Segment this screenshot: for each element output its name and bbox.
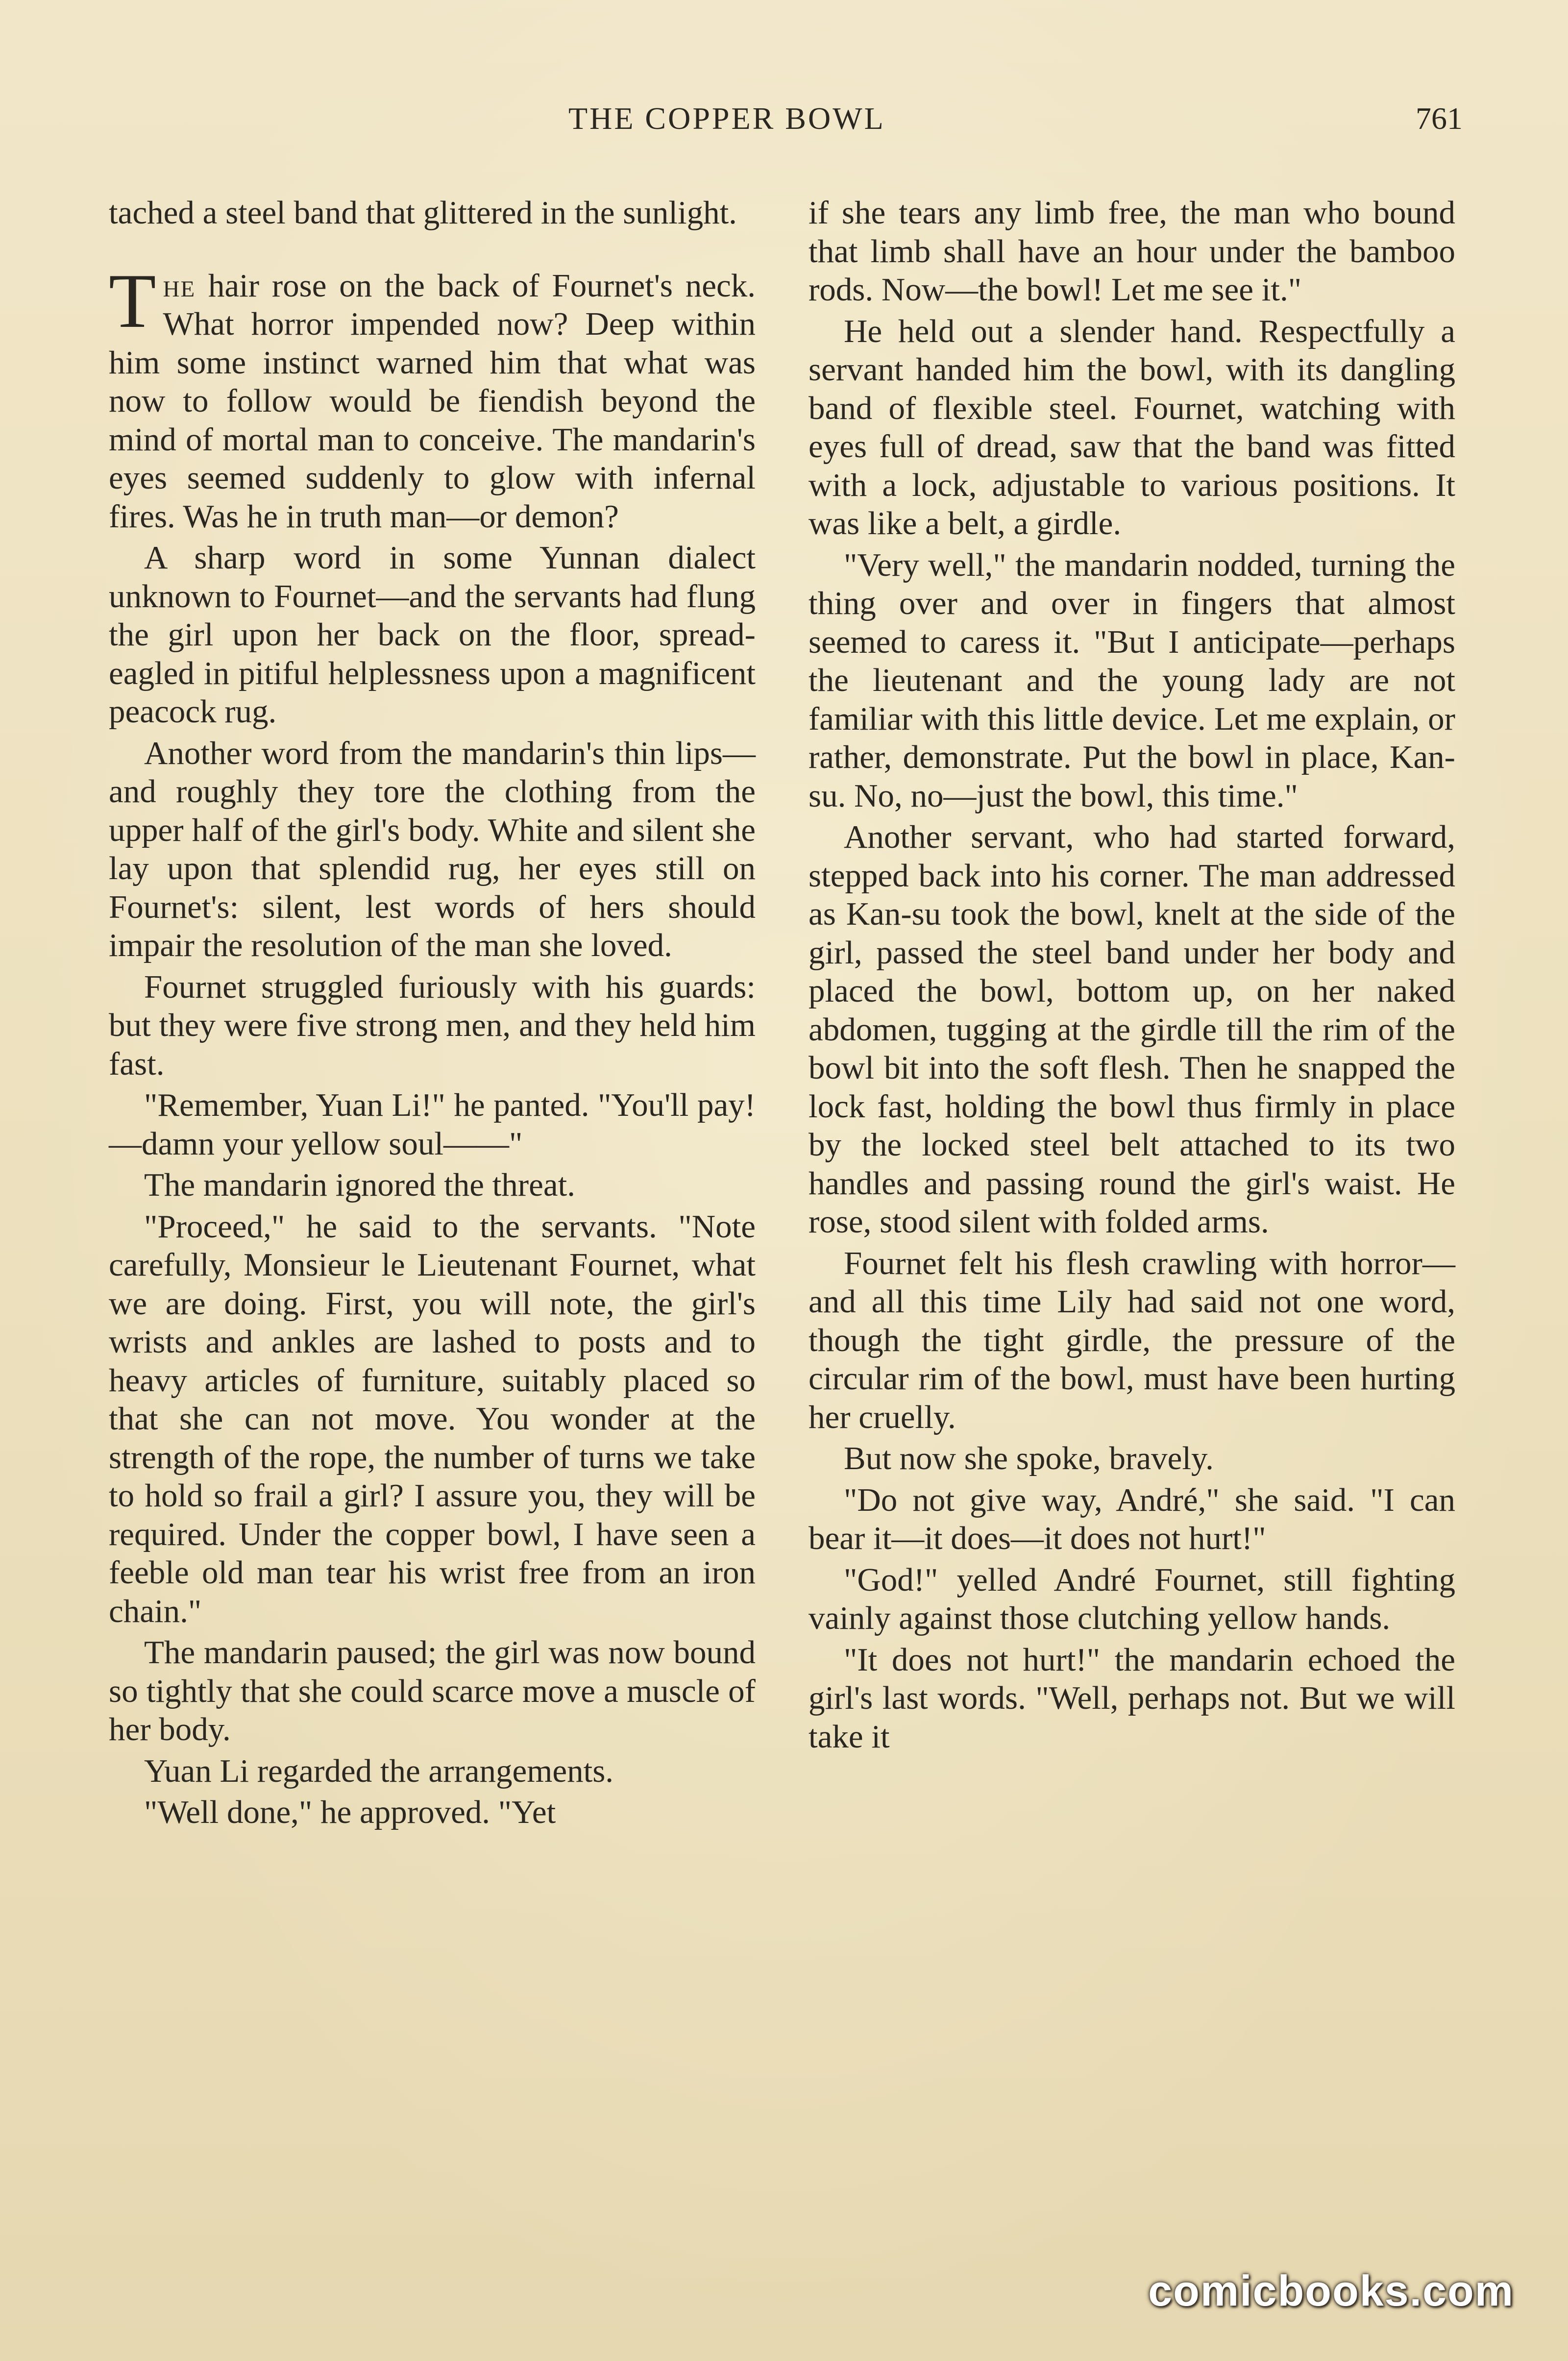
page-number: 761 <box>1416 101 1463 136</box>
paragraph: "Remember, Yuan Li!" he panted. "You'll pay!—damn your yellow soul——" <box>109 1087 756 1162</box>
paragraph: The mandarin ignored the threat. <box>144 1167 575 1203</box>
left-column <box>109 194 756 1835</box>
paragraph: He held out a slender hand. Respectfully a servant handed him the bowl, with its dangling band of flexible steel. Fournet, watching with eyes full of dread, saw that the band was fitted with a lock, adjustable to various positions. It was like a belt, a girdle. <box>808 313 1455 541</box>
paragraph-dropcap <box>109 258 756 536</box>
paragraph: "Well done," he approved. "Yet <box>144 1794 556 1830</box>
paragraph: "God!" yelled André Fournet, still fighting vainly against those clutching yellow hands. <box>808 1561 1455 1636</box>
paragraph-text: hair rose on the back of Fournet's neck. What horror impended now? Deep within him some instinct warned him that what was now to follow would be fiendish beyond the mind of mortal man to conceive. The mandarin's eyes seemed suddenly to glow with infernal fires. Was he in truth man—or demon? <box>109 267 756 535</box>
paragraph: "Do not give way, André," she said. "I can bear it—it does—it does not hurt!" <box>808 1481 1455 1556</box>
watermark: comicbooks.com <box>1148 2266 1514 2315</box>
paragraph: "It does not hurt!" the mandarin echoed the girl's last words. "Well, perhaps not. But we will take it <box>808 1641 1455 1755</box>
paragraph: But now she spoke, bravely. <box>844 1440 1214 1476</box>
paragraph: A sharp word in some Yunnan dialect unknown to Fournet—and the servants had flung the girl upon her back on the floor, spread-eagled in pitiful helplessness upon a magnificent peacock rug. <box>109 540 756 730</box>
paragraph: "Very well," the mandarin nodded, turning the thing over and over in fingers that almost seemed to caress it. "But I anticipate—perhaps the lieutenant and the young lady are not familiar with this little device. Let me explain, or rather, demonstrate. Put the bowl in place, Kan-su. No, no—just the bowl, this time." <box>808 546 1455 814</box>
paragraph: Fournet felt his flesh crawling with horror—and all this time Lily had said not one word, though the tight girdle, the pressure of the circular rim of the bowl, must have been hurting her cruelly. <box>808 1245 1455 1435</box>
right-column <box>808 194 1455 1759</box>
small-caps-lead: he <box>163 267 196 304</box>
paragraph: Fournet struggled furiously with his guards: but they were five strong men, and they held him fast. <box>109 968 756 1082</box>
running-title: THE COPPER BOWL <box>568 101 885 136</box>
drop-cap-letter: T <box>109 258 156 344</box>
paragraph: tached a steel band that glittered in the sunlight. <box>109 195 737 231</box>
paragraph: Another word from the mandarin's thin lips—and roughly they tore the clothing from the upper half of the girl's body. White and silent she lay upon that splendid rug, her eyes still on Fournet's: silent, lest words of hers should impair the resolution of the man she loved. <box>109 735 756 963</box>
paragraph: Another servant, who had started forward, stepped back into his corner. The man addressed as Kan-su took the bowl, knelt at the side of the girl, passed the steel band under her body and placed the bowl, bottom up, on her naked abdomen, tugging at the girdle till the rim of the bowl bit into the soft flesh. Then he snapped the lock fast, holding the bowl thus firmly in place by the locked steel belt attached to its two handles and passing round the girl's waist. He rose, stood silent with folded arms. <box>808 819 1455 1240</box>
paragraph: if she tears any limb free, the man who bound that limb shall have an hour under the bamboo rods. Now—the bowl! Let me see it." <box>808 195 1455 308</box>
paragraph: Yuan Li regarded the arrangements. <box>144 1752 614 1789</box>
paragraph: The mandarin paused; the girl was now bound so tightly that she could scarce move a muscle of her body. <box>109 1634 756 1747</box>
paragraph: "Proceed," he said to the servants. "Note carefully, Monsieur le Lieutenant Fournet, what we are doing. First, you will note, the girl's wrists and ankles are lashed to posts and to heavy articles of furniture, suitably placed so that she can not move. You wonder at the strength of the rope, the number of turns we take to hold so frail a girl? I assure you, they will be required. Under the copper bowl, I have seen a feeble old man tear his wrist free from an iron chain." <box>109 1208 756 1629</box>
